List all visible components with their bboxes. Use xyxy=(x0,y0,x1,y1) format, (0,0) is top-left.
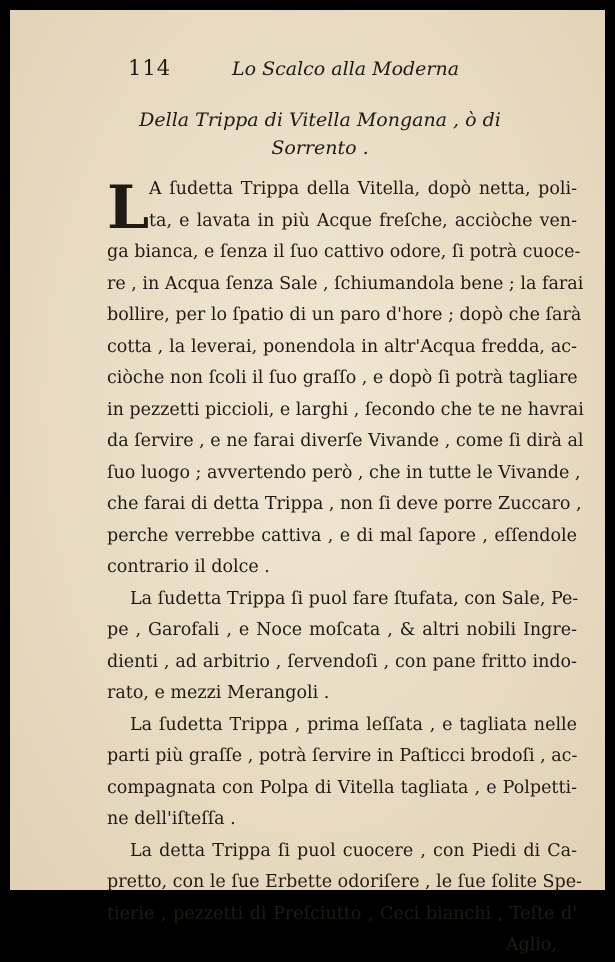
text-line: parti più graſſe , potrà ſervire in Paſticci brodoſi , ac- xyxy=(107,746,578,766)
page-header xyxy=(10,56,605,86)
text-line: re , in Acqua ſenza Sale , ſchiumandola bene ; la farai xyxy=(107,273,584,294)
chapter-title-line-1: Della Trippa di Vitella Mongana , ò di xyxy=(139,109,501,131)
text-line: rato, e mezzi Merangoli . xyxy=(107,683,330,703)
text-line: La ſudetta Trippa , prima leſſata , e tagliata nelle xyxy=(130,714,577,735)
paragraph-3 xyxy=(107,710,577,836)
text-line: A ſudetta Trippa della Vitella, dopò netta, poli- xyxy=(149,179,577,199)
book-page xyxy=(10,10,605,955)
page-number: 114 xyxy=(128,56,172,80)
text-line: ſuo luogo ; avvertendo però , che in tutte le Vivande , xyxy=(107,462,581,483)
text-line: dienti , ad arbitrio , ſervendoſi , con pane fritto indo- xyxy=(107,651,577,672)
running-title: Lo Scalco alla Moderna xyxy=(232,58,460,80)
text-line: che farai di detta Trippa , non ſi deve porre Zuccaro , xyxy=(107,494,582,514)
text-line: bollire, per lo ſpatio di un paro d'hore ; dopò che ſarà xyxy=(107,305,582,325)
text-line: La detta Trippa ſi puol cuocere , con Piedi di Ca- xyxy=(130,840,577,861)
text-line: ne dell'iſteſſa . xyxy=(107,809,236,829)
text-line: cotta , la leverai, ponendola in altr'Acqua fredda, ac- xyxy=(107,336,577,357)
catchword: Aglio, xyxy=(505,935,557,955)
chapter-title-line-2: Sorrento . xyxy=(271,137,369,159)
text-line: contrario il dolce . xyxy=(107,557,270,577)
text-line: tierie , pezzetti di Preſciutto , Ceci bianchi , Teſte d' xyxy=(107,903,577,924)
text-line: ta, e lavata in più Acque freſche, acciòche ven- xyxy=(149,210,577,231)
chapter-title xyxy=(100,106,540,162)
text-line: ciòche non ſcoli il ſuo graſſo , e dopò ſi potrà tagliare xyxy=(107,368,578,388)
paragraph-2 xyxy=(107,584,577,710)
text-line: pretto, con le ſue Erbette odoriſere , le ſue ſolite Spe- xyxy=(107,872,582,892)
body-text xyxy=(107,173,584,962)
text-line: perche verrebbe cattiva , e di mal ſapore , eſſendole xyxy=(107,525,577,546)
paragraph-4 xyxy=(107,836,582,931)
text-line: in pezzetti piccioli, e larghi , ſecondo che te ne havrai xyxy=(107,399,584,420)
text-line: da ſervire , e ne farai diverſe Vivande , come ſi dirà al xyxy=(107,431,584,451)
text-line: compagnata con Polpa di Vitella tagliata , e Polpetti- xyxy=(107,777,577,798)
text-line: pe , Garofali , e Noce moſcata , & altri nobili Ingre- xyxy=(107,620,577,640)
text-line: La ſudetta Trippa ſi puol fare ſtufata, con Sale, Pe- xyxy=(130,588,579,609)
drop-cap: L xyxy=(107,173,150,243)
paragraph-1 xyxy=(107,174,584,584)
text-line: ga bianca, e ſenza il ſuo cattivo odore, ſi potrà cuoce- xyxy=(107,242,581,262)
